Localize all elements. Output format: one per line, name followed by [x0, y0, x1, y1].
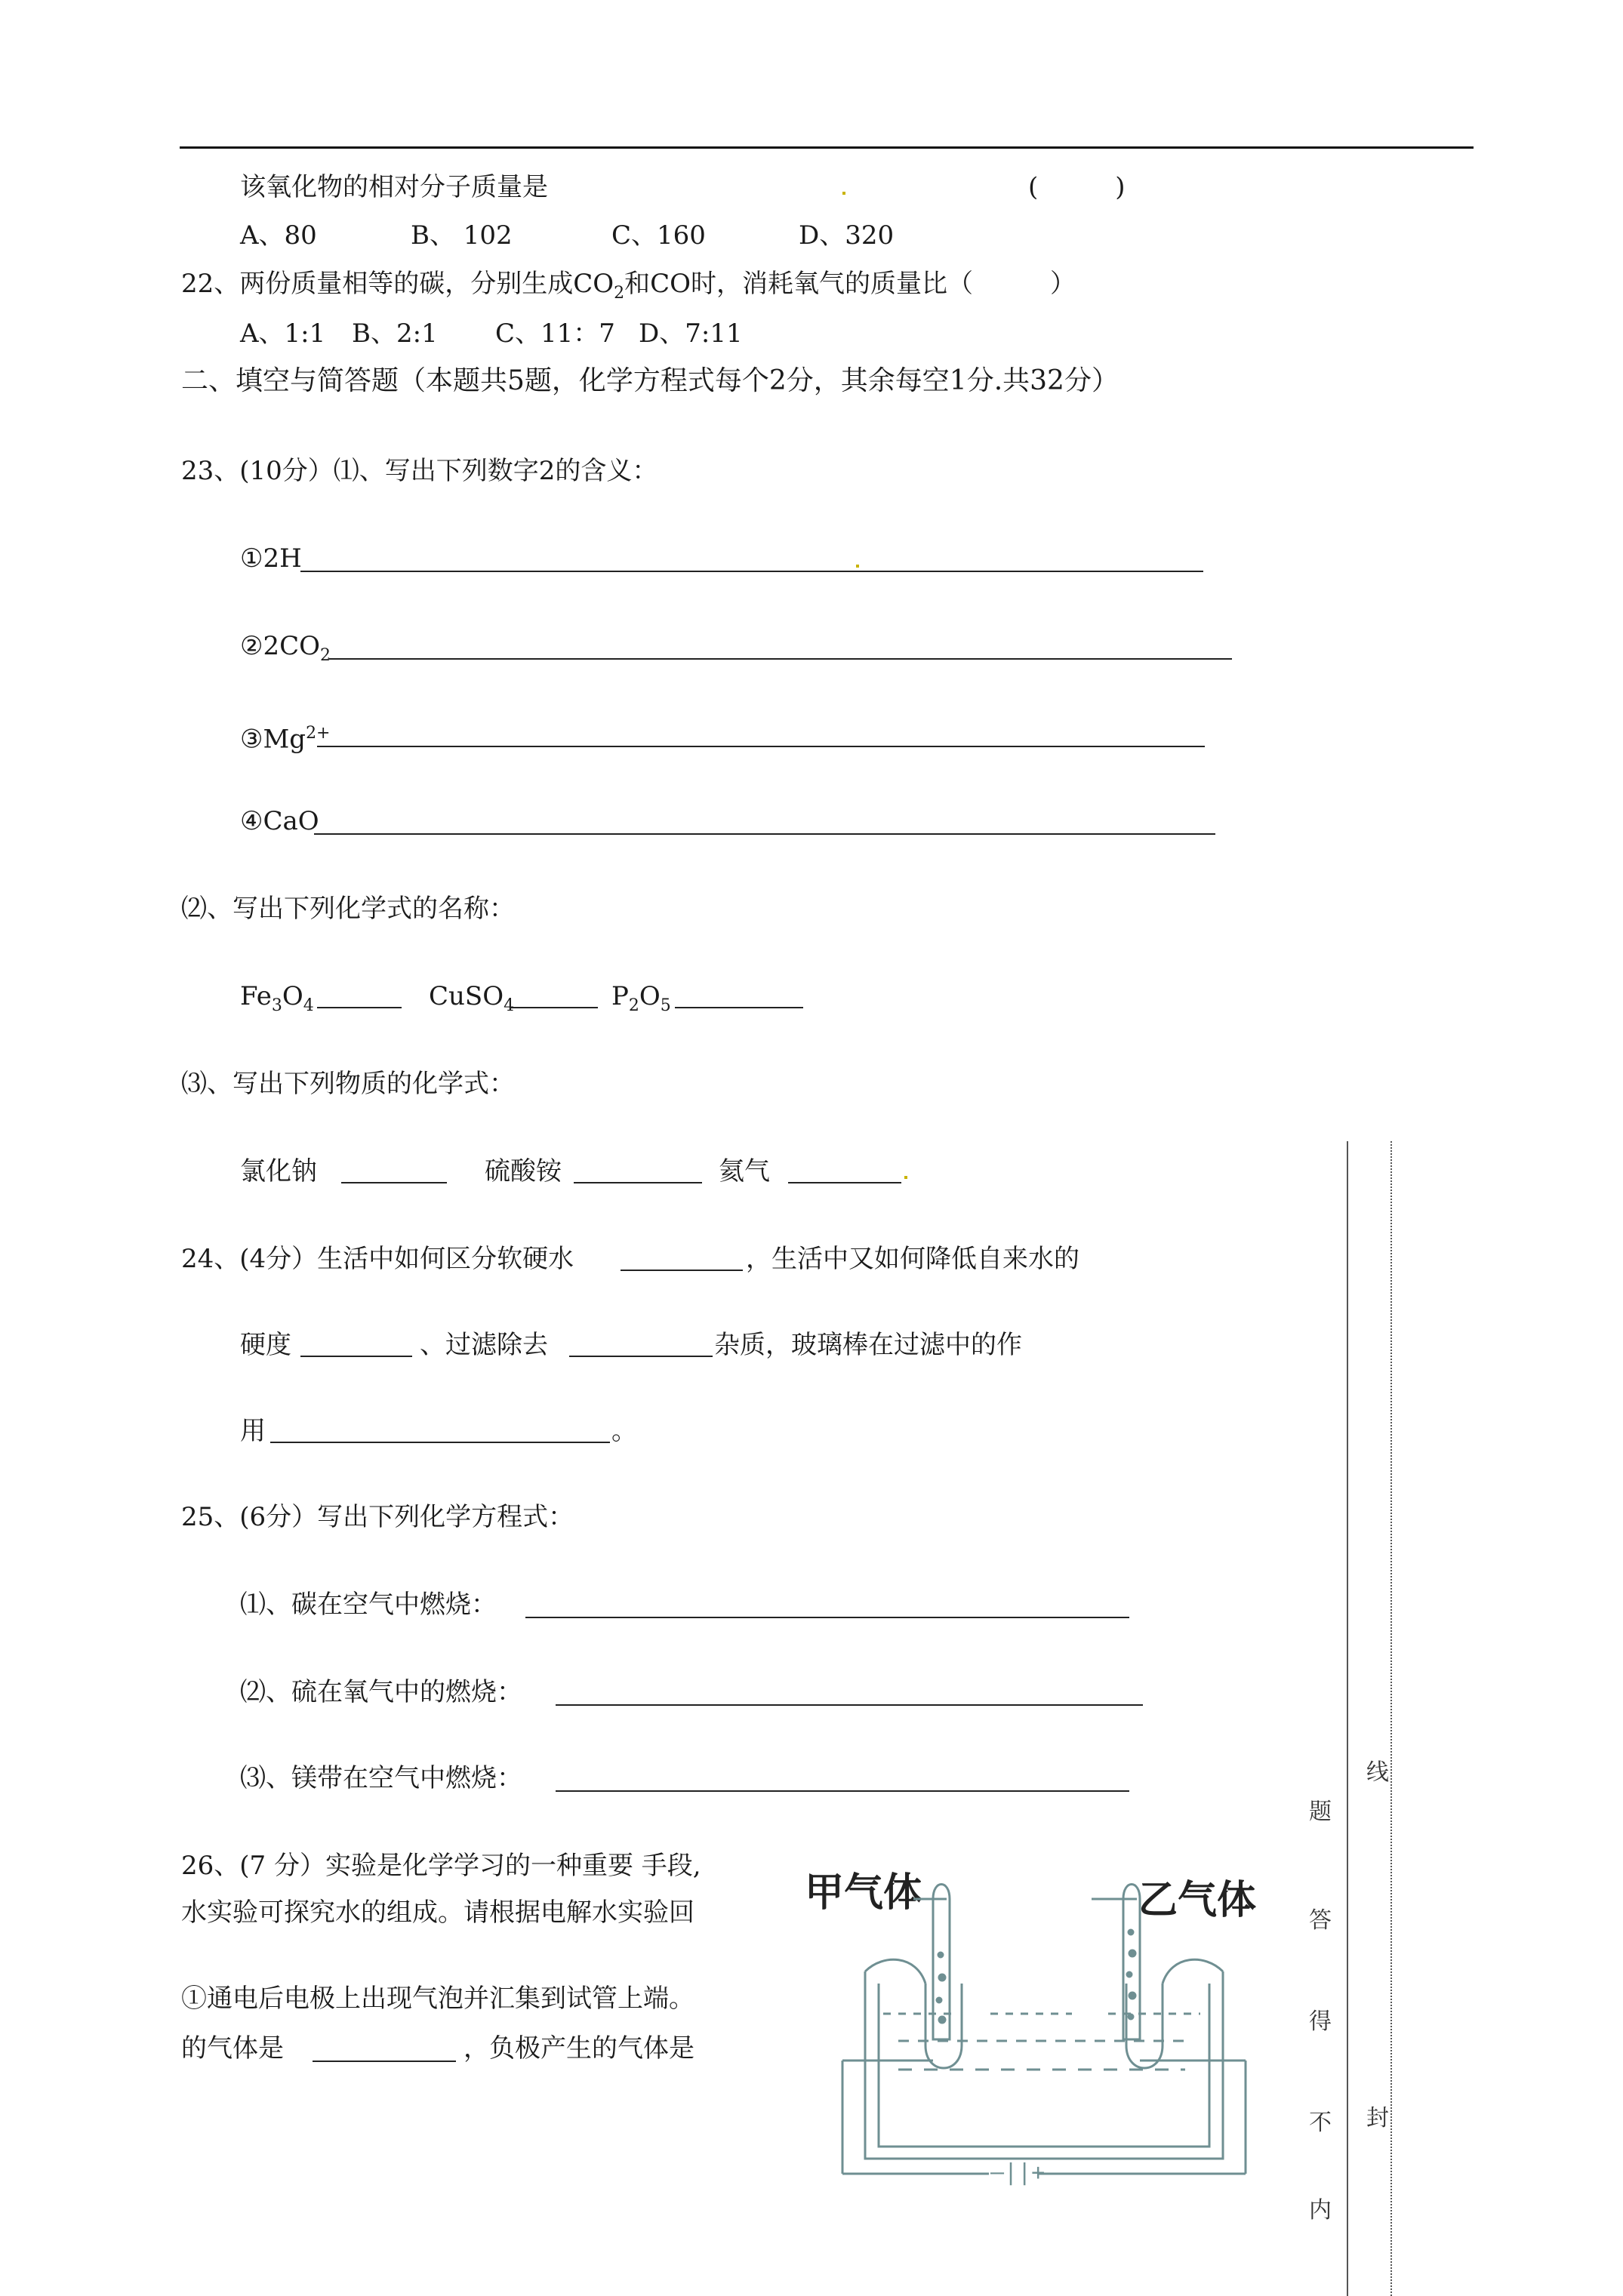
q24-line-2c: 杂质，玻璃棒在过滤中的作	[714, 1330, 1022, 1360]
margin-char-da: 答	[1309, 1907, 1332, 1934]
q24-line-3a: 用	[240, 1416, 266, 1446]
q25-item-3-blank[interactable]	[556, 1790, 1129, 1792]
q23-name-2-blank[interactable]	[574, 1182, 702, 1183]
q26-line-1: 26、(7 分）实验是化学学习的一种重要 手段,	[181, 1851, 701, 1881]
q21-option-b: B、 102	[411, 220, 513, 251]
q26-line-4b: ，负极产生的气体是	[463, 2033, 694, 2064]
q24-blank-2[interactable]	[300, 1356, 412, 1357]
q23-formula-1: $Fe_3O_4$	[240, 981, 314, 1015]
q22-option-a: A、1:1	[240, 319, 326, 349]
q26-line-4a: 的气体是	[181, 2033, 284, 2064]
q22-option-b: B、2:1	[352, 319, 438, 349]
q26-blank-1[interactable]	[313, 2061, 456, 2062]
q23-part3-title: ⑶、写出下列物质的化学式：	[181, 1069, 515, 1099]
q23-name-3: 氦气	[719, 1156, 770, 1186]
q25-item-1: ⑴、碳在空气中燃烧：	[240, 1590, 497, 1620]
q23-formula-1-blank[interactable]	[317, 1007, 402, 1008]
section-2-title: 二、填空与简答题（本题共5题，化学方程式每个2分，其余每空1分.共32分）	[181, 365, 1119, 396]
margin-char-de: 得	[1309, 2008, 1332, 2035]
q23-item-4: ④CaO	[240, 806, 319, 836]
q24-blank-1[interactable]	[621, 1270, 743, 1271]
q24-line-1b: ，生活中又如何降低自来水的	[746, 1244, 1079, 1274]
q23-item-3-blank[interactable]	[317, 746, 1205, 747]
q23-formula-3-blank[interactable]	[675, 1007, 803, 1008]
margin-char-xian: 线	[1366, 1759, 1389, 1786]
q21-stem: 该氧化物的相对分子质量是	[240, 172, 548, 202]
q24-line-3b: 。	[611, 1416, 637, 1446]
q23-item-1-blank[interactable]	[300, 571, 1203, 572]
q23-formula-3: $P_2O_5$	[611, 981, 671, 1015]
q23-item-2: $②2CO_2$	[240, 631, 331, 665]
q25-item-1-blank[interactable]	[525, 1617, 1129, 1618]
q23-formula-2: CuSO$_4$	[429, 981, 515, 1015]
q21-paren: ( )	[1028, 172, 1126, 202]
margin-char-feng: 封	[1366, 2105, 1389, 2131]
q23-part2-title: ⑵、写出下列化学式的名称：	[181, 894, 515, 924]
q21-option-a: A、80	[240, 220, 317, 251]
battery-symbol: —||+	[990, 2159, 1046, 2186]
q23-formula-2-blank[interactable]	[510, 1007, 598, 1008]
q23-item-2-blank[interactable]	[329, 658, 1232, 660]
q25-item-2: ⑵、硫在氧气中的燃烧：	[240, 1677, 522, 1707]
margin-char-nei: 内	[1309, 2197, 1332, 2224]
q22-stem: 22、两份质量相等的碳，分别生成$CO_2$和CO时，消耗氧气的质量比（ ）	[181, 269, 1076, 303]
electrolysis-diagram	[800, 1857, 1268, 2189]
q21-option-d: D、320	[799, 220, 895, 251]
margin-dotted-line	[1390, 1141, 1392, 2296]
q23-name-2: 硫酸铵	[485, 1156, 562, 1186]
q24-blank-4[interactable]	[270, 1442, 610, 1443]
q25-item-3: ⑶、镁带在空气中燃烧：	[240, 1763, 522, 1793]
q24-line-1a: 24、(4分）生活中如何区分软硬水	[181, 1244, 574, 1274]
margin-char-bu: 不	[1309, 2110, 1332, 2136]
q23-item-4-blank[interactable]	[314, 833, 1215, 835]
header-rule	[180, 146, 1474, 149]
q25-item-2-blank[interactable]	[556, 1704, 1143, 1706]
electrolysis-apparatus	[800, 1857, 1268, 2189]
q23-item-3: $③Mg^{2+}$	[240, 724, 331, 755]
margin-solid-line	[1347, 1141, 1348, 2296]
scan-speck	[856, 565, 859, 568]
q23-name-3-blank[interactable]	[788, 1182, 901, 1183]
label-gas-b: 乙气体	[1138, 1878, 1257, 1923]
q22-option-c: C、11：7	[495, 319, 615, 349]
q23-name-1-blank[interactable]	[341, 1182, 447, 1183]
q26-line-3: ①通电后电极上出现气泡并汇集到试管上端。	[181, 1984, 694, 2014]
q24-blank-3[interactable]	[569, 1356, 713, 1357]
q23-stem: 23、(10分）⑴、写出下列数字2的含义：	[181, 456, 658, 486]
scan-speck	[842, 192, 845, 195]
q24-line-2a: 硬度	[240, 1330, 291, 1360]
scan-speck	[904, 1176, 907, 1179]
q23-name-1: 氯化钠	[240, 1156, 317, 1186]
q22-option-d: D、7:11	[639, 319, 743, 349]
q25-stem: 25、(6分）写出下列化学方程式：	[181, 1502, 574, 1532]
label-gas-a: 甲气体	[805, 1870, 923, 1916]
margin-char-ti: 题	[1309, 1799, 1332, 1825]
q24-line-2b: 、过滤除去	[420, 1330, 548, 1360]
q23-item-1: ①2H	[240, 543, 302, 574]
q26-line-2: 水实验可探究水的组成。请根据电解水实验回	[181, 1897, 694, 1928]
q21-option-c: C、160	[611, 220, 706, 251]
